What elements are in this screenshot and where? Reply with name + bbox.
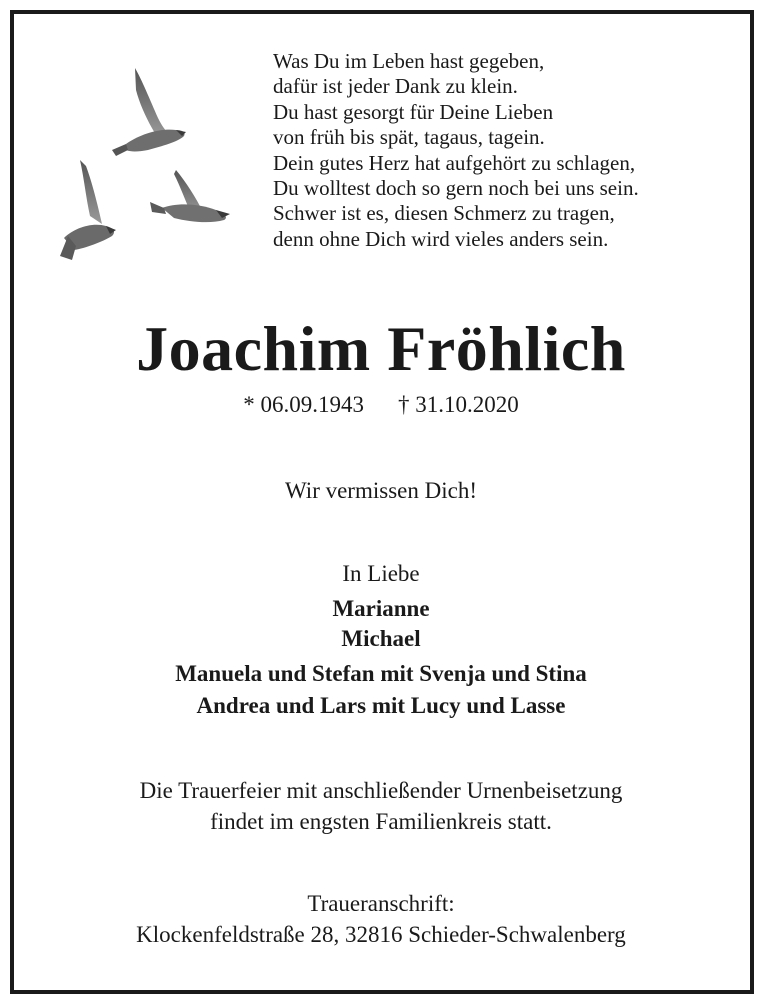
mourner-name: Marianne	[332, 596, 430, 621]
death-date: † 31.10.2020	[398, 392, 519, 417]
dove-right	[150, 170, 230, 222]
mourner-name: Michael	[341, 626, 421, 651]
life-dates	[0, 391, 762, 419]
doves-icon	[50, 60, 250, 270]
address-label: Traueranschrift:	[307, 891, 455, 916]
funeral-notice-line: findet im engsten Familienkreis statt.	[210, 809, 552, 834]
poem-line: denn ohne Dich wird vieles anders sein.	[273, 226, 609, 251]
mourner-name: Andrea und Lars mit Lucy und Lasse	[196, 693, 566, 718]
dove-left	[60, 160, 116, 260]
funeral-notice-line: Die Trauerfeier mit anschließender Urnenbeisetzung	[139, 778, 623, 803]
birth-date: * 06.09.1943	[243, 392, 364, 417]
address-value: Klockenfeldstraße 28, 32816 Schieder-Schwalenberg	[136, 922, 626, 947]
poem-line: Dein gutes Herz hat aufgehört zu schlagen,	[273, 150, 636, 175]
poem-line: dafür ist jeder Dank zu klein.	[273, 74, 518, 99]
deceased-name: Joachim Fröhlich	[136, 313, 626, 384]
message: Wir vermissen Dich!	[285, 478, 477, 503]
poem-line: Du hast gesorgt für Deine Lieben	[273, 99, 554, 124]
poem-line: Schwer ist es, diesen Schmerz zu tragen,	[273, 201, 615, 226]
mourner-name: Manuela und Stefan mit Svenja und Stina	[175, 661, 587, 686]
poem-line: Was Du im Leben hast gegeben,	[273, 49, 545, 73]
poem-line: Du wolltest doch so gern noch bei uns sein.	[273, 176, 639, 201]
dove-top	[112, 68, 186, 156]
poem-line: von früh bis spät, tagaus, tagein.	[273, 125, 545, 150]
poem	[273, 49, 743, 252]
mourners-intro: In Liebe	[342, 561, 420, 586]
